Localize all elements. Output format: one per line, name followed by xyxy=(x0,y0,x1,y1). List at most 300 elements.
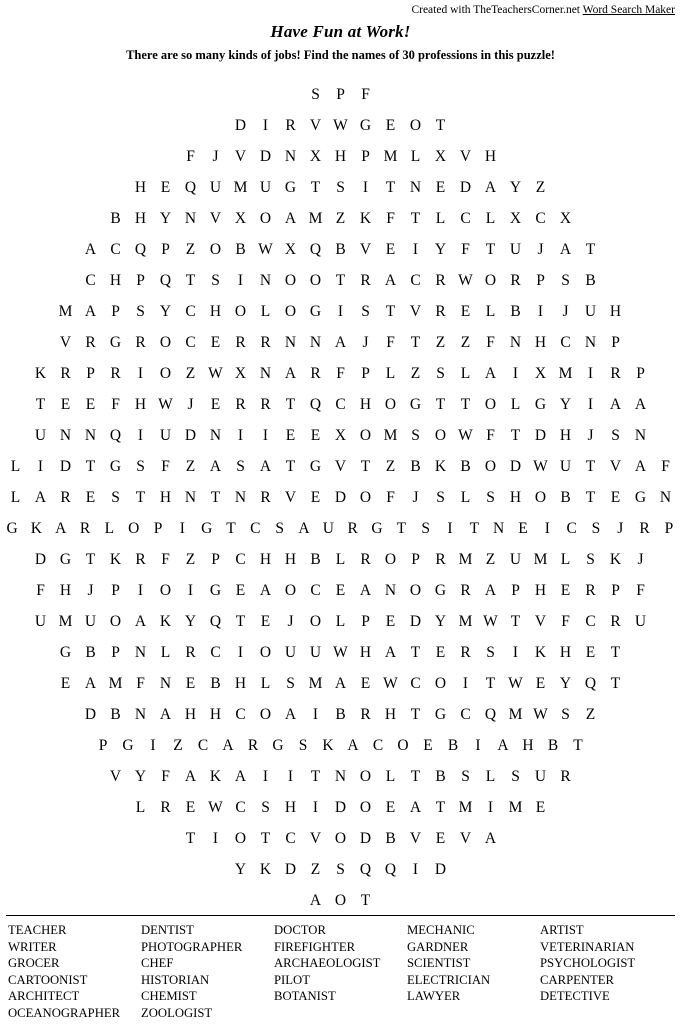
grid-letter: H xyxy=(522,737,534,754)
grid-letter: I xyxy=(262,427,269,444)
grid-letter: V xyxy=(284,489,297,506)
grid-letter: P xyxy=(361,148,370,165)
grid-letter: T xyxy=(226,520,236,537)
grid-letter: T xyxy=(435,799,446,816)
grid-letter: S xyxy=(511,768,520,785)
grid-letter: P xyxy=(111,582,120,599)
grid-row xyxy=(0,172,681,203)
grid-row xyxy=(0,606,681,637)
grid-letter: U xyxy=(259,179,272,196)
grid-letter: O xyxy=(434,427,447,444)
credit-line xyxy=(411,4,675,16)
grid-letter: K xyxy=(109,551,122,568)
grid-letter: K xyxy=(209,768,222,785)
word-list-item: ARCHITECT xyxy=(8,989,80,1004)
grid-letter: I xyxy=(587,396,594,413)
grid-letter: E xyxy=(535,675,546,692)
grid-letter: R xyxy=(435,551,446,568)
grid-letter: G xyxy=(309,303,322,320)
word-list-item: SCIENTIST xyxy=(407,956,471,971)
grid-letter: S xyxy=(411,427,420,444)
grid-letter: I xyxy=(237,272,244,289)
word-list-item: CHEMIST xyxy=(141,989,197,1004)
grid-letter: A xyxy=(409,799,422,816)
grid-letter: A xyxy=(334,675,347,692)
grid-letter: R xyxy=(85,334,96,351)
grid-letter: C xyxy=(585,613,596,630)
grid-letter: O xyxy=(159,582,172,599)
grid-letter: A xyxy=(497,737,509,754)
grid-letter: P xyxy=(98,737,108,754)
grid-letter: I xyxy=(137,365,144,382)
grid-letter: L xyxy=(410,148,421,165)
grid-letter: S xyxy=(436,365,445,382)
grid-letter: E xyxy=(260,613,271,630)
grid-letter: E xyxy=(160,179,171,196)
grid-letter: W xyxy=(458,272,473,289)
grid-letter: I xyxy=(544,520,550,537)
grid-letter: Z xyxy=(535,179,546,196)
grid-letter: T xyxy=(285,396,296,413)
word-list-item: ARCHAEOLOGIST xyxy=(274,956,381,971)
word-list-item: PSYCHOLOGIST xyxy=(540,956,636,971)
grid-letter: D xyxy=(284,861,297,878)
grid-letter: H xyxy=(234,675,247,692)
grid-letter: M xyxy=(558,365,573,382)
grid-letter: T xyxy=(35,396,46,413)
grid-letter: A xyxy=(184,768,197,785)
grid-letter: L xyxy=(460,489,471,506)
word-list-item: GARDNER xyxy=(407,939,469,954)
grid-letter: X xyxy=(234,210,247,227)
grid-letter: F xyxy=(661,458,670,475)
grid-letter: T xyxy=(610,644,621,661)
grid-letter: I xyxy=(37,458,44,475)
grid-letter: W xyxy=(458,427,473,444)
grid-letter: H xyxy=(134,179,147,196)
grid-letter: B xyxy=(335,706,346,723)
grid-letter: E xyxy=(85,489,96,506)
grid-letter: O xyxy=(334,830,347,847)
grid-letter: F xyxy=(186,148,195,165)
grid-letter: F xyxy=(561,613,570,630)
word-list-column xyxy=(540,922,673,1022)
grid-letter: K xyxy=(434,458,447,475)
grid-letter: E xyxy=(460,303,471,320)
grid-letter: G xyxy=(359,117,372,134)
grid-letter: E xyxy=(435,179,446,196)
grid-letter: C xyxy=(560,334,571,351)
grid-letter: Q xyxy=(309,396,322,413)
grid-letter: X xyxy=(284,241,297,258)
grid-letter: I xyxy=(187,582,194,599)
grid-letter: U xyxy=(509,551,522,568)
grid-letter: R xyxy=(510,272,521,289)
grid-letter: M xyxy=(508,799,523,816)
grid-letter: E xyxy=(310,489,321,506)
grid-letter: S xyxy=(561,272,570,289)
grid-letter: U xyxy=(634,613,647,630)
grid-letter: I xyxy=(179,520,185,537)
grid-letter: J xyxy=(362,334,369,351)
grid-letter: N xyxy=(334,768,347,785)
grid-letter: E xyxy=(385,241,396,258)
grid-letter: T xyxy=(573,737,583,754)
grid-letter: V xyxy=(359,241,372,258)
word-search-maker-link[interactable]: Word Search Maker xyxy=(582,4,675,16)
grid-letter: W xyxy=(533,458,548,475)
grid-letter: H xyxy=(334,148,347,165)
grid-letter: M xyxy=(58,303,73,320)
grid-letter: I xyxy=(412,241,419,258)
grid-letter: C xyxy=(410,272,421,289)
grid-letter: L xyxy=(485,303,496,320)
grid-letter: B xyxy=(510,303,521,320)
grid-letter: E xyxy=(235,582,246,599)
grid-letter: O xyxy=(434,675,447,692)
grid-letter: O xyxy=(259,644,272,661)
grid-letter: D xyxy=(334,799,347,816)
grid-letter: Y xyxy=(159,303,172,320)
grid-letter: O xyxy=(359,489,372,506)
grid-letter: N xyxy=(584,334,597,351)
grid-letter: P xyxy=(361,365,370,382)
grid-letter: O xyxy=(409,582,422,599)
word-list-item: CARTOONIST xyxy=(8,972,88,987)
grid-letter: T xyxy=(396,520,407,537)
grid-letter: L xyxy=(485,210,496,227)
grid-letter: A xyxy=(259,458,272,475)
grid-letter: H xyxy=(559,427,572,444)
grid-letter: C xyxy=(372,737,384,754)
grid-letter: L xyxy=(10,458,21,475)
grid-row xyxy=(0,761,681,792)
grid-letter: R xyxy=(260,334,271,351)
grid-letter: O xyxy=(534,489,547,506)
grid-letter: N xyxy=(309,334,322,351)
grid-row xyxy=(0,203,681,234)
grid-letter: J xyxy=(212,148,219,165)
grid-letter: I xyxy=(587,365,594,382)
grid-letter: T xyxy=(585,458,596,475)
grid-letter: L xyxy=(385,768,396,785)
grid-letter: C xyxy=(210,644,221,661)
grid-letter: U xyxy=(559,458,572,475)
grid-letter: T xyxy=(85,458,96,475)
grid-letter: T xyxy=(469,520,480,537)
grid-letter: A xyxy=(84,241,97,258)
grid-letter: N xyxy=(159,675,172,692)
grid-letter: P xyxy=(361,613,370,630)
grid-letter: M xyxy=(383,427,398,444)
grid-letter: J xyxy=(587,427,594,444)
grid-letter: Z xyxy=(460,334,471,351)
grid-letter: S xyxy=(136,458,145,475)
grid-letter: B xyxy=(435,768,446,785)
grid-letter: T xyxy=(435,396,446,413)
word-list-item: MECHANIC xyxy=(407,923,475,937)
grid-letter: K xyxy=(34,365,47,382)
grid-letter: T xyxy=(85,551,96,568)
grid-letter: P xyxy=(536,272,545,289)
grid-letter: Z xyxy=(485,551,496,568)
grid-letter: T xyxy=(235,613,246,630)
grid-letter: R xyxy=(135,551,146,568)
grid-letter: R xyxy=(235,396,246,413)
grid-letter: I xyxy=(237,427,244,444)
grid-letter: E xyxy=(535,799,546,816)
grid-letter: S xyxy=(111,489,120,506)
grid-letter: B xyxy=(110,706,121,723)
grid-letter: C xyxy=(566,520,577,537)
grid-letter: D xyxy=(334,489,347,506)
grid-letter: C xyxy=(235,706,246,723)
grid-letter: L xyxy=(560,551,571,568)
grid-letter: Y xyxy=(159,210,172,227)
grid-letter: N xyxy=(493,520,505,537)
grid-letter: I xyxy=(262,117,269,134)
grid-letter: Z xyxy=(435,334,446,351)
grid-letter: O xyxy=(259,706,272,723)
grid-letter: Z xyxy=(385,458,396,475)
grid-letter: C xyxy=(335,396,346,413)
grid-letter: P xyxy=(86,365,95,382)
grid-letter: A xyxy=(384,644,397,661)
grid-letter: H xyxy=(159,489,172,506)
grid-letter: G xyxy=(371,520,383,537)
grid-letter: Z xyxy=(335,210,346,227)
grid-letter: C xyxy=(235,799,246,816)
grid-letter: H xyxy=(284,551,297,568)
grid-letter: O xyxy=(159,334,172,351)
grid-letter: F xyxy=(136,675,145,692)
grid-letter: I xyxy=(412,861,419,878)
word-list-column xyxy=(407,922,540,1022)
grid-letter: Q xyxy=(109,427,122,444)
grid-letter: J xyxy=(287,613,294,630)
grid-letter: I xyxy=(362,179,369,196)
grid-letter: M xyxy=(233,179,248,196)
grid-letter: E xyxy=(185,675,196,692)
grid-row xyxy=(0,451,681,482)
grid-letter: E xyxy=(435,644,446,661)
word-list-item: BOTANIST xyxy=(274,989,336,1004)
grid-letter: A xyxy=(309,892,322,909)
grid-letter: C xyxy=(185,303,196,320)
grid-letter: K xyxy=(159,613,172,630)
grid-letter: D xyxy=(234,117,247,134)
grid-letter: N xyxy=(409,179,422,196)
grid-letter: R xyxy=(585,582,596,599)
grid-letter: A xyxy=(234,768,247,785)
grid-letter: E xyxy=(435,830,446,847)
grid-row xyxy=(0,637,681,668)
grid-letter: R xyxy=(185,644,196,661)
grid-letter: N xyxy=(284,334,297,351)
grid-letter: U xyxy=(534,768,547,785)
grid-letter: P xyxy=(664,520,674,537)
grid-letter: H xyxy=(259,551,272,568)
grid-letter: Y xyxy=(184,613,197,630)
word-list-item: DENTIST xyxy=(141,923,194,937)
grid-letter: R xyxy=(610,613,621,630)
grid-letter: F xyxy=(36,582,45,599)
grid-letter: U xyxy=(84,613,97,630)
grid-row xyxy=(0,854,681,885)
grid-letter: V xyxy=(109,768,122,785)
grid-letter: V xyxy=(459,148,472,165)
grid-row xyxy=(0,513,681,544)
grid-letter: M xyxy=(533,551,548,568)
grid-letter: W xyxy=(508,675,523,692)
grid-letter: B xyxy=(585,272,596,289)
grid-letter: B xyxy=(560,489,571,506)
grid-letter: Z xyxy=(185,365,196,382)
grid-letter: O xyxy=(209,241,222,258)
grid-letter: S xyxy=(211,272,220,289)
grid-letter: F xyxy=(386,489,395,506)
grid-letter: X xyxy=(234,365,247,382)
word-list-item: FIREFIGHTER xyxy=(274,939,356,954)
grid-letter: N xyxy=(509,334,522,351)
page-subtitle: There are so many kinds of jobs! Find the names of 30 professions in this puzzle! xyxy=(126,48,555,62)
grid-letter: O xyxy=(359,427,372,444)
grid-letter: H xyxy=(359,644,372,661)
grid-letter: C xyxy=(250,520,261,537)
grid-letter: E xyxy=(423,737,433,754)
grid-letter: R xyxy=(285,117,296,134)
grid-row xyxy=(0,792,681,823)
grid-letter: H xyxy=(59,582,72,599)
grid-letter: T xyxy=(310,768,321,785)
grid-letter: A xyxy=(359,582,372,599)
grid-letter: W xyxy=(533,706,548,723)
grid-letter: T xyxy=(610,675,621,692)
grid-letter: D xyxy=(34,551,47,568)
grid-letter: T xyxy=(260,830,271,847)
grid-letter: S xyxy=(261,799,270,816)
grid-letter: T xyxy=(285,458,296,475)
grid-letter: W xyxy=(333,117,348,134)
grid-row xyxy=(0,482,681,513)
grid-letter: F xyxy=(636,582,645,599)
grid-letter: D xyxy=(434,861,447,878)
grid-letter: C xyxy=(460,706,471,723)
grid-row xyxy=(0,265,681,296)
grid-letter: B xyxy=(85,644,96,661)
grid-letter: O xyxy=(334,892,347,909)
grid-letter: D xyxy=(84,706,97,723)
grid-letter: A xyxy=(484,179,497,196)
grid-letter: O xyxy=(284,303,297,320)
grid-letter: U xyxy=(159,427,172,444)
grid-letter: X xyxy=(559,210,572,227)
grid-letter: H xyxy=(134,396,147,413)
grid-letter: Q xyxy=(184,179,197,196)
grid-letter: O xyxy=(234,830,247,847)
grid-letter: J xyxy=(617,520,624,537)
grid-letter: B xyxy=(547,737,559,754)
grid-letter: A xyxy=(609,396,622,413)
grid-letter: F xyxy=(361,86,370,103)
grid-letter: R xyxy=(60,365,71,382)
grid-letter: P xyxy=(636,365,645,382)
puzzle-grid xyxy=(0,79,681,916)
grid-letter: E xyxy=(310,427,321,444)
grid-letter: G xyxy=(109,458,122,475)
grid-row xyxy=(0,420,681,451)
grid-letter: R xyxy=(60,489,71,506)
grid-letter: B xyxy=(460,458,471,475)
word-list-item: CARPENTER xyxy=(540,972,615,987)
grid-letter: H xyxy=(384,706,397,723)
grid-letter: U xyxy=(209,179,222,196)
grid-letter: R xyxy=(135,334,146,351)
grid-letter: X xyxy=(334,427,347,444)
grid-letter: R xyxy=(360,272,371,289)
grid-letter: V xyxy=(234,148,247,165)
grid-letter: S xyxy=(336,861,345,878)
grid-letter: A xyxy=(84,675,97,692)
grid-letter: V xyxy=(409,303,422,320)
grid-letter: N xyxy=(634,427,647,444)
grid-letter: P xyxy=(411,551,420,568)
grid-letter: C xyxy=(310,582,321,599)
grid-letter: E xyxy=(385,799,396,816)
grid-letter: R xyxy=(360,551,371,568)
grid-letter: P xyxy=(336,86,345,103)
grid-letter: A xyxy=(334,334,347,351)
grid-letter: S xyxy=(436,489,445,506)
grid-letter: M xyxy=(383,148,398,165)
grid-letter: N xyxy=(184,489,197,506)
grid-letter: J xyxy=(537,241,544,258)
grid-letter: K xyxy=(534,644,547,661)
grid-row xyxy=(0,234,681,265)
grid-letter: S xyxy=(236,458,245,475)
grid-letter: F xyxy=(486,334,495,351)
grid-letter: I xyxy=(150,737,156,754)
grid-letter: C xyxy=(110,241,121,258)
word-list-column xyxy=(141,922,274,1022)
grid-letter: E xyxy=(385,613,396,630)
grid-letter: L xyxy=(260,303,271,320)
grid-letter: H xyxy=(559,644,572,661)
grid-letter: H xyxy=(284,799,297,816)
grid-letter: O xyxy=(309,272,322,289)
grid-letter: Z xyxy=(185,458,196,475)
grid-letter: O xyxy=(359,799,372,816)
grid-row xyxy=(0,885,681,916)
grid-letter: A xyxy=(134,613,147,630)
grid-letter: B xyxy=(410,458,421,475)
grid-letter: S xyxy=(461,768,470,785)
grid-letter: S xyxy=(561,706,570,723)
grid-letter: J xyxy=(87,582,94,599)
grid-letter: V xyxy=(409,830,422,847)
grid-letter: P xyxy=(611,582,620,599)
grid-letter: Z xyxy=(185,241,196,258)
grid-letter: H xyxy=(534,334,547,351)
grid-letter: T xyxy=(585,241,596,258)
word-list-item: OCEANOGRAPHER xyxy=(8,1005,121,1020)
grid-letter: E xyxy=(360,675,371,692)
grid-letter: E xyxy=(85,396,96,413)
word-list-column xyxy=(8,922,141,1022)
grid-letter: Z xyxy=(585,706,596,723)
grid-letter: A xyxy=(634,396,647,413)
grid-letter: G xyxy=(6,520,18,537)
